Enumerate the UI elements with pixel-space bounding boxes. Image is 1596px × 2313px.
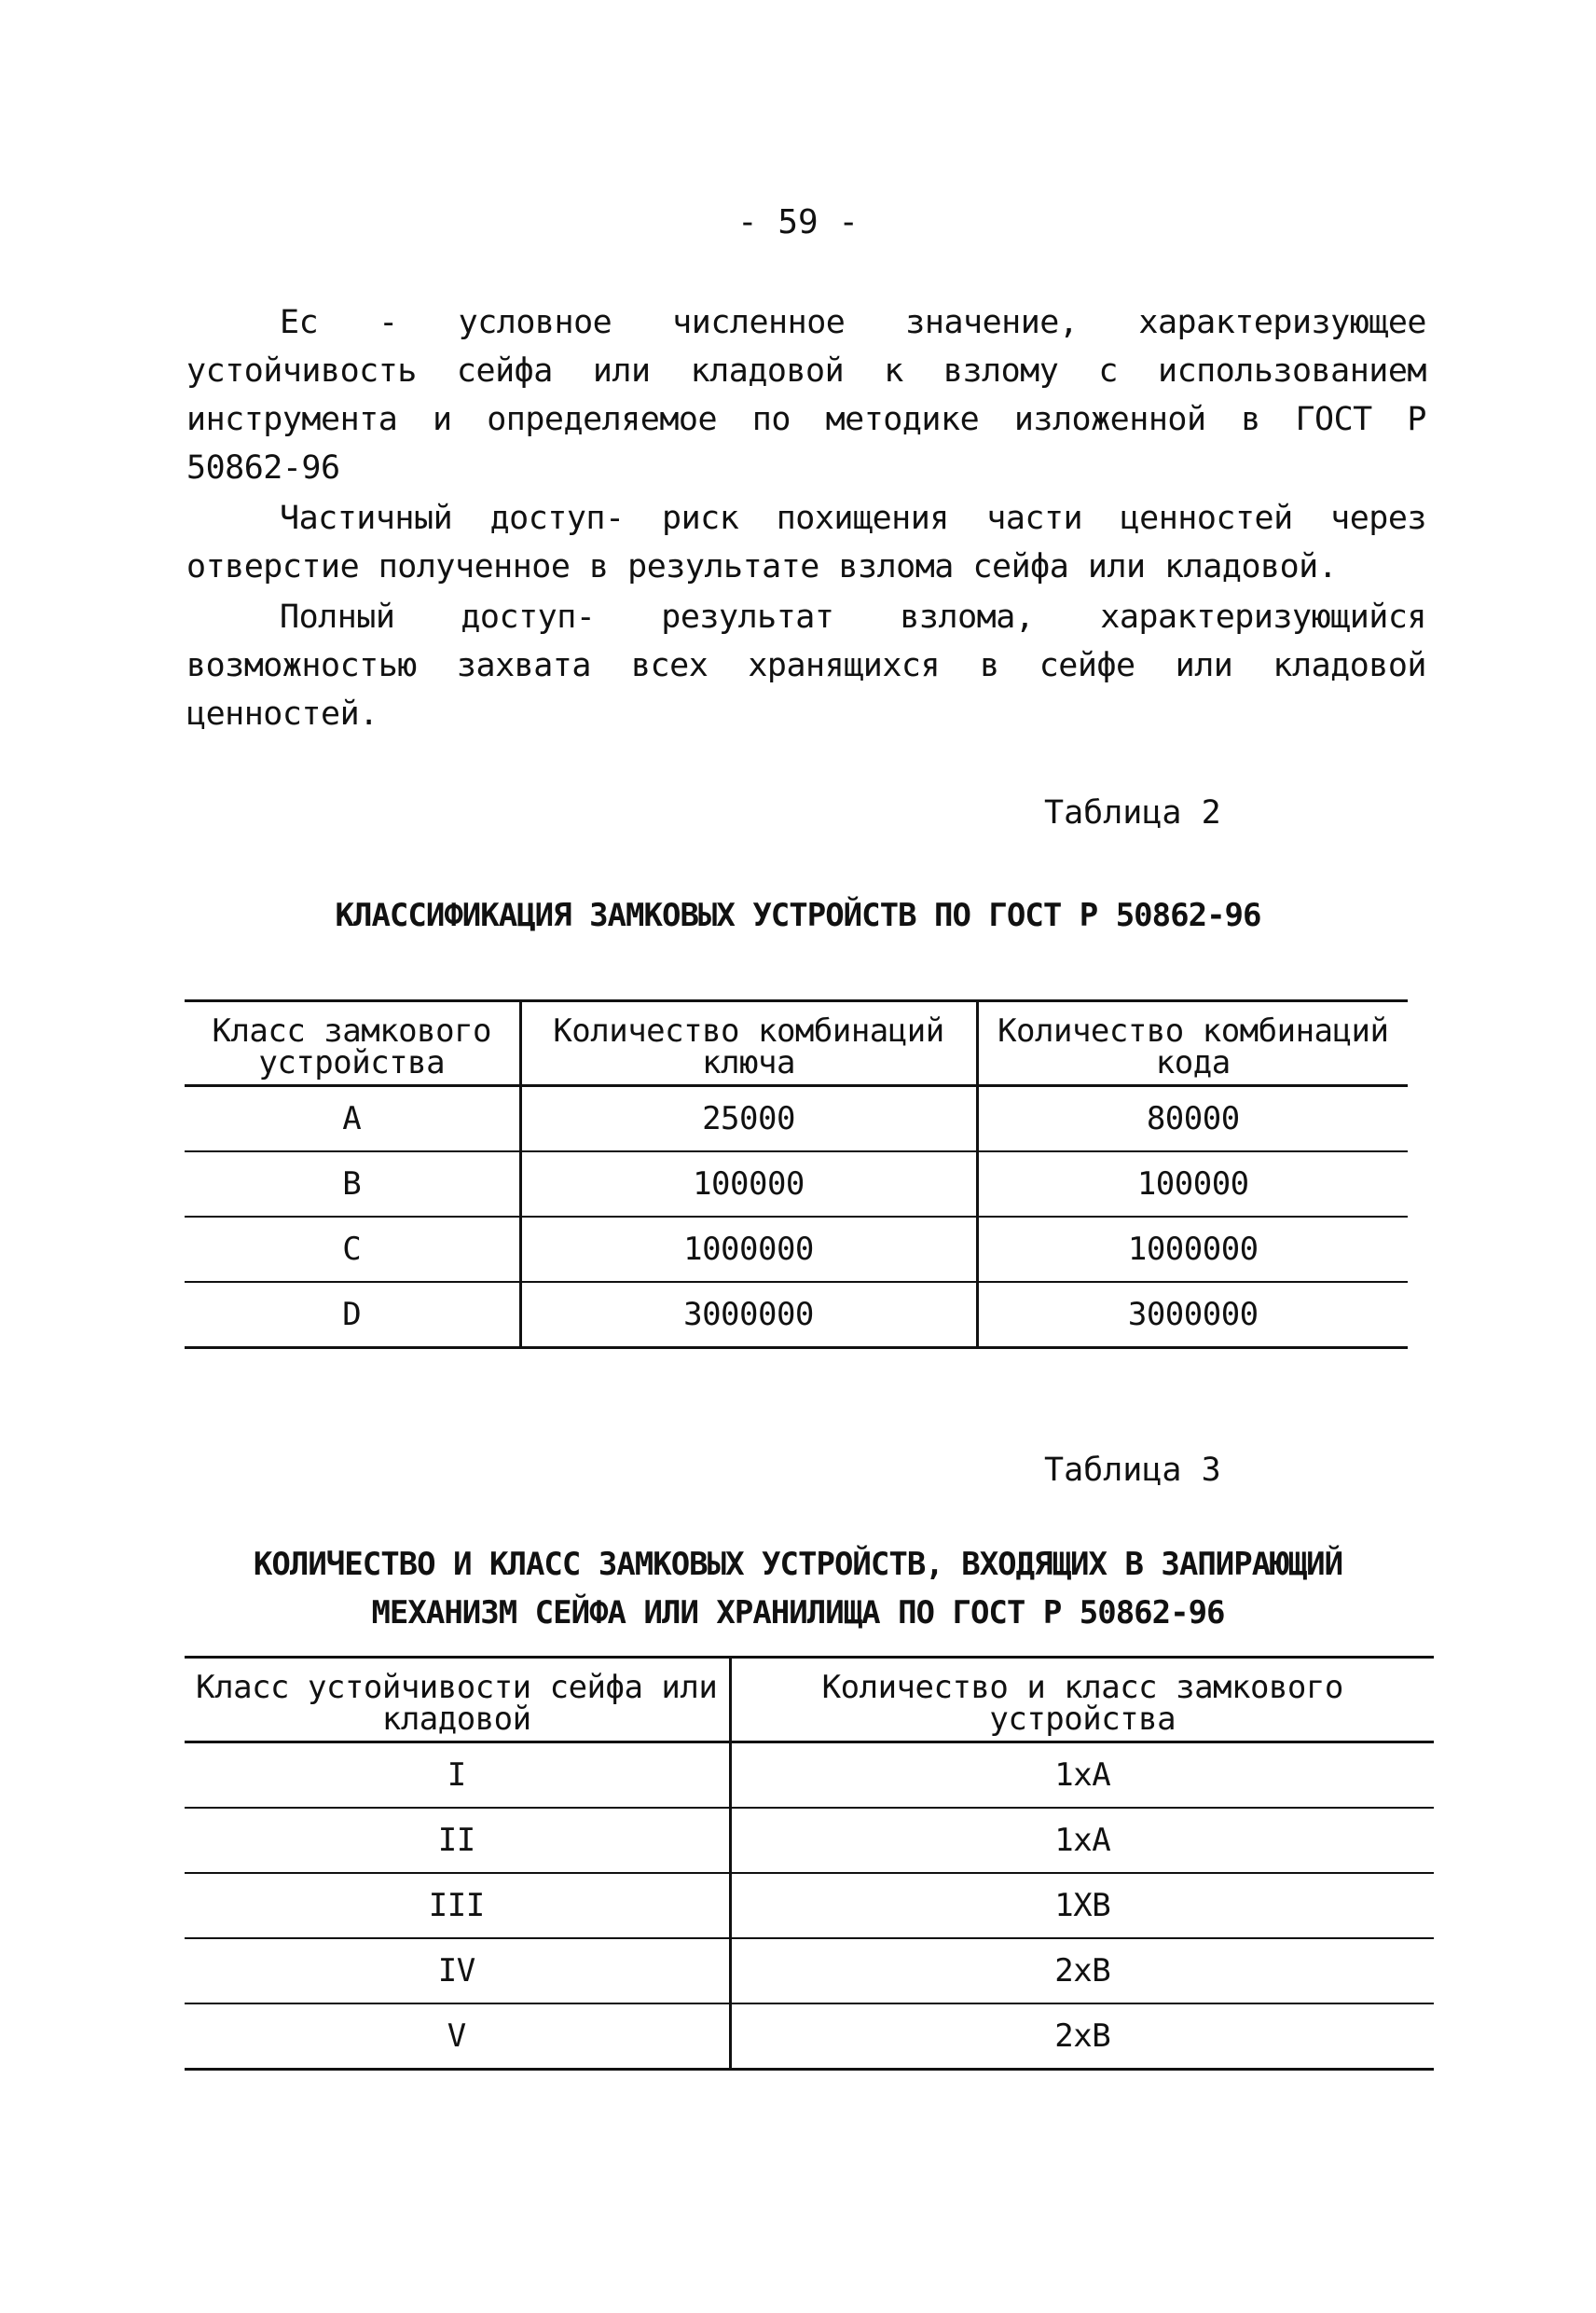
table-row: [185, 1808, 1434, 1873]
paragraph-partial-access: Частичный доступ- риск похищения части ценностей через отверстие полученное в результате взлома сейфа или кладовой.: [186, 500, 1426, 585]
table3-title-line2: МЕХАНИЗМ СЕЙФА ИЛИ ХРАНИЛИЩА ПО ГОСТ Р 50862-96: [371, 1594, 1225, 1631]
code-combinations-cell: 1000000: [977, 1217, 1408, 1282]
header-lock-quantity-class: Количество и класс замкового устройства: [730, 1658, 1434, 1742]
table2-label: Таблица 2: [1044, 794, 1221, 832]
table-row: [185, 1217, 1408, 1282]
table2-title: КЛАССИФИКАЦИЯ ЗАМКОВЫХ УСТРОЙСТВ ПО ГОСТ Р 50862-96: [335, 897, 1261, 934]
safe-class-cell: I: [185, 1742, 730, 1809]
locks-per-safe-table: [185, 1656, 1434, 2071]
table-row: [185, 1742, 1434, 1809]
table-row: [185, 2003, 1434, 2070]
key-combinations-cell: 100000: [520, 1151, 977, 1217]
lock-quantity-cell: 2хВ: [730, 2003, 1434, 2070]
table3-label: Таблица 3: [1044, 1452, 1221, 1489]
lock-class-cell: D: [185, 1282, 520, 1348]
table-row: [185, 1282, 1408, 1348]
lock-classification-table: [185, 999, 1408, 1349]
code-combinations-cell: 3000000: [977, 1282, 1408, 1348]
lock-class-cell: C: [185, 1217, 520, 1282]
table-row: [185, 1086, 1408, 1152]
safe-class-cell: II: [185, 1808, 730, 1873]
header-safe-class: Класс устойчивости сейфа или кладовой: [185, 1658, 730, 1742]
key-combinations-cell: 25000: [520, 1086, 977, 1152]
safe-class-cell: V: [185, 2003, 730, 2070]
lock-quantity-cell: 1ХВ: [730, 1873, 1434, 1938]
table-row: [185, 1938, 1434, 2003]
table-header-row: [185, 1658, 1434, 1742]
key-combinations-cell: 3000000: [520, 1282, 977, 1348]
body-text: [186, 298, 1426, 738]
key-combinations-cell: 1000000: [520, 1217, 977, 1282]
code-combinations-cell: 100000: [977, 1151, 1408, 1217]
code-combinations-cell: 80000: [977, 1086, 1408, 1152]
safe-class-cell: IV: [185, 1938, 730, 2003]
header-code-combinations: Количество комбинаций кода: [977, 1001, 1408, 1086]
paragraph-full-access: Полный доступ- результат взлома, характеризующийся возможностью захвата всех хранящихся в сейфе или кладовой ценностей.: [186, 599, 1426, 733]
page-number: - 59 -: [736, 203, 860, 241]
lock-quantity-cell: 1хА: [730, 1808, 1434, 1873]
table3-title-line1: КОЛИЧЕСТВО И КЛАСС ЗАМКОВЫХ УСТРОЙСТВ, ВХОДЯЩИХ В ЗАПИРАЮЩИЙ: [253, 1546, 1343, 1583]
table-header-row: [185, 1001, 1408, 1086]
header-lock-class: Класс замкового устройства: [185, 1001, 520, 1086]
lock-quantity-cell: 1хА: [730, 1742, 1434, 1809]
table-row: [185, 1873, 1434, 1938]
lock-quantity-cell: 2хВ: [730, 1938, 1434, 2003]
table-row: [185, 1151, 1408, 1217]
lock-class-cell: A: [185, 1086, 520, 1152]
header-key-combinations: Количество комбинаций ключа: [520, 1001, 977, 1086]
lock-class-cell: B: [185, 1151, 520, 1217]
paragraph-ec-definition: Ес - условное численное значение, характеризующее устойчивость сейфа или кладовой к взлому с использованием инструмента и определяемое по методике изложенной в ГОСТ Р 50862-96: [186, 304, 1426, 487]
safe-class-cell: III: [185, 1873, 730, 1938]
